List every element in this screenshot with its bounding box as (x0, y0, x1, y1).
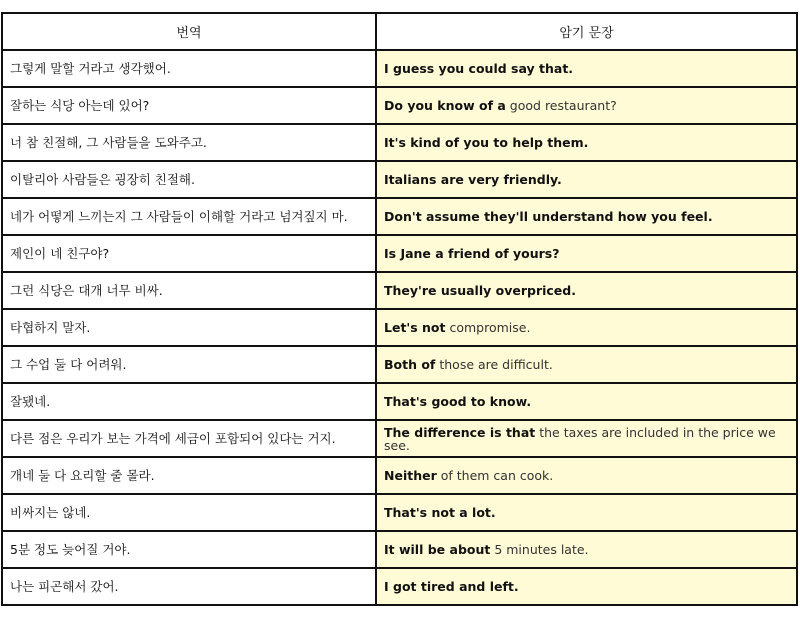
english-bold-text: That's good to know. (384, 394, 532, 409)
english-bold-text: The difference is that (384, 424, 536, 440)
english-cell (376, 531, 797, 568)
english-cell (376, 124, 797, 161)
table-row (2, 124, 797, 161)
english-bold-text: They're usually overpriced. (384, 283, 576, 298)
english-bold-text: I got tired and left. (384, 579, 519, 594)
english-plain-text: good restaurant? (505, 98, 617, 113)
korean-cell: 비싸지는 않네. (2, 494, 376, 531)
table-row (2, 272, 797, 309)
table-row (2, 531, 797, 568)
english-bold-text: Neither (384, 468, 437, 483)
english-plain-text: of them can cook. (436, 468, 554, 483)
table-row (2, 494, 797, 531)
korean-cell: 그렇게 말할 거라고 생각했어. (2, 50, 376, 87)
korean-cell: 5분 정도 늦어질 거야. (2, 531, 376, 568)
english-bold-text: That's not a lot. (384, 505, 496, 520)
table-row (2, 420, 797, 457)
english-bold-text: I guess you could say that. (384, 61, 574, 76)
korean-cell: 타협하지 말자. (2, 309, 376, 346)
korean-cell: 너 참 친절해, 그 사람들을 도와주고. (2, 124, 376, 161)
english-cell (376, 568, 797, 605)
english-cell (376, 272, 797, 309)
english-cell (376, 457, 797, 494)
table-row (2, 161, 797, 198)
english-plain-text: those are difficult. (435, 357, 553, 372)
english-cell (376, 235, 797, 272)
table-row (2, 198, 797, 235)
korean-cell: 다른 점은 우리가 보는 가격에 세금이 포함되어 있다는 거지. (2, 420, 376, 457)
header-memorize-sentence: 암기 문장 (376, 13, 797, 50)
table-row (2, 235, 797, 272)
phrase-table-container (1, 12, 796, 606)
english-cell (376, 494, 797, 531)
korean-cell: 나는 피곤해서 갔어. (2, 568, 376, 605)
korean-cell: 네가 어떻게 느끼는지 그 사람들이 이해할 거라고 넘겨짚지 마. (2, 198, 376, 235)
english-bold-text: It will be about (384, 542, 491, 557)
english-bold-text: Do you know of a (384, 98, 506, 113)
korean-cell: 그런 식당은 대개 너무 비싸. (2, 272, 376, 309)
table-row (2, 50, 797, 87)
english-plain-text: 5 minutes late. (490, 542, 589, 557)
english-cell (376, 420, 797, 457)
english-cell (376, 383, 797, 420)
english-cell (376, 161, 797, 198)
english-bold-text: Don't assume they'll understand how you feel. (384, 209, 713, 224)
table-header-row (2, 13, 797, 50)
table-row (2, 346, 797, 383)
korean-cell: 잘하는 식당 아는데 있어? (2, 87, 376, 124)
english-cell (376, 309, 797, 346)
korean-cell: 개네 둘 다 요리할 줄 몰라. (2, 457, 376, 494)
table-row (2, 383, 797, 420)
phrase-table (1, 12, 798, 606)
english-cell (376, 198, 797, 235)
table-row (2, 457, 797, 494)
english-bold-text: Both of (384, 357, 436, 372)
english-bold-text: Is Jane a friend of yours? (384, 246, 560, 261)
english-bold-text: Let's not (384, 320, 446, 335)
english-bold-text: Italians are very friendly. (384, 172, 562, 187)
table-row (2, 309, 797, 346)
english-bold-text: It's kind of you to help them. (384, 135, 589, 150)
english-plain-text: compromise. (445, 320, 531, 335)
table-row (2, 568, 797, 605)
english-cell (376, 87, 797, 124)
korean-cell: 제인이 네 친구야? (2, 235, 376, 272)
korean-cell: 이탈리아 사람들은 굉장히 친절해. (2, 161, 376, 198)
english-cell (376, 50, 797, 87)
header-translation: 번역 (2, 13, 376, 50)
korean-cell: 그 수업 둘 다 어려워. (2, 346, 376, 383)
korean-cell: 잘됐네. (2, 383, 376, 420)
english-plain-text: the taxes are included in the price we see. (384, 424, 776, 453)
english-cell (376, 346, 797, 383)
table-row (2, 87, 797, 124)
